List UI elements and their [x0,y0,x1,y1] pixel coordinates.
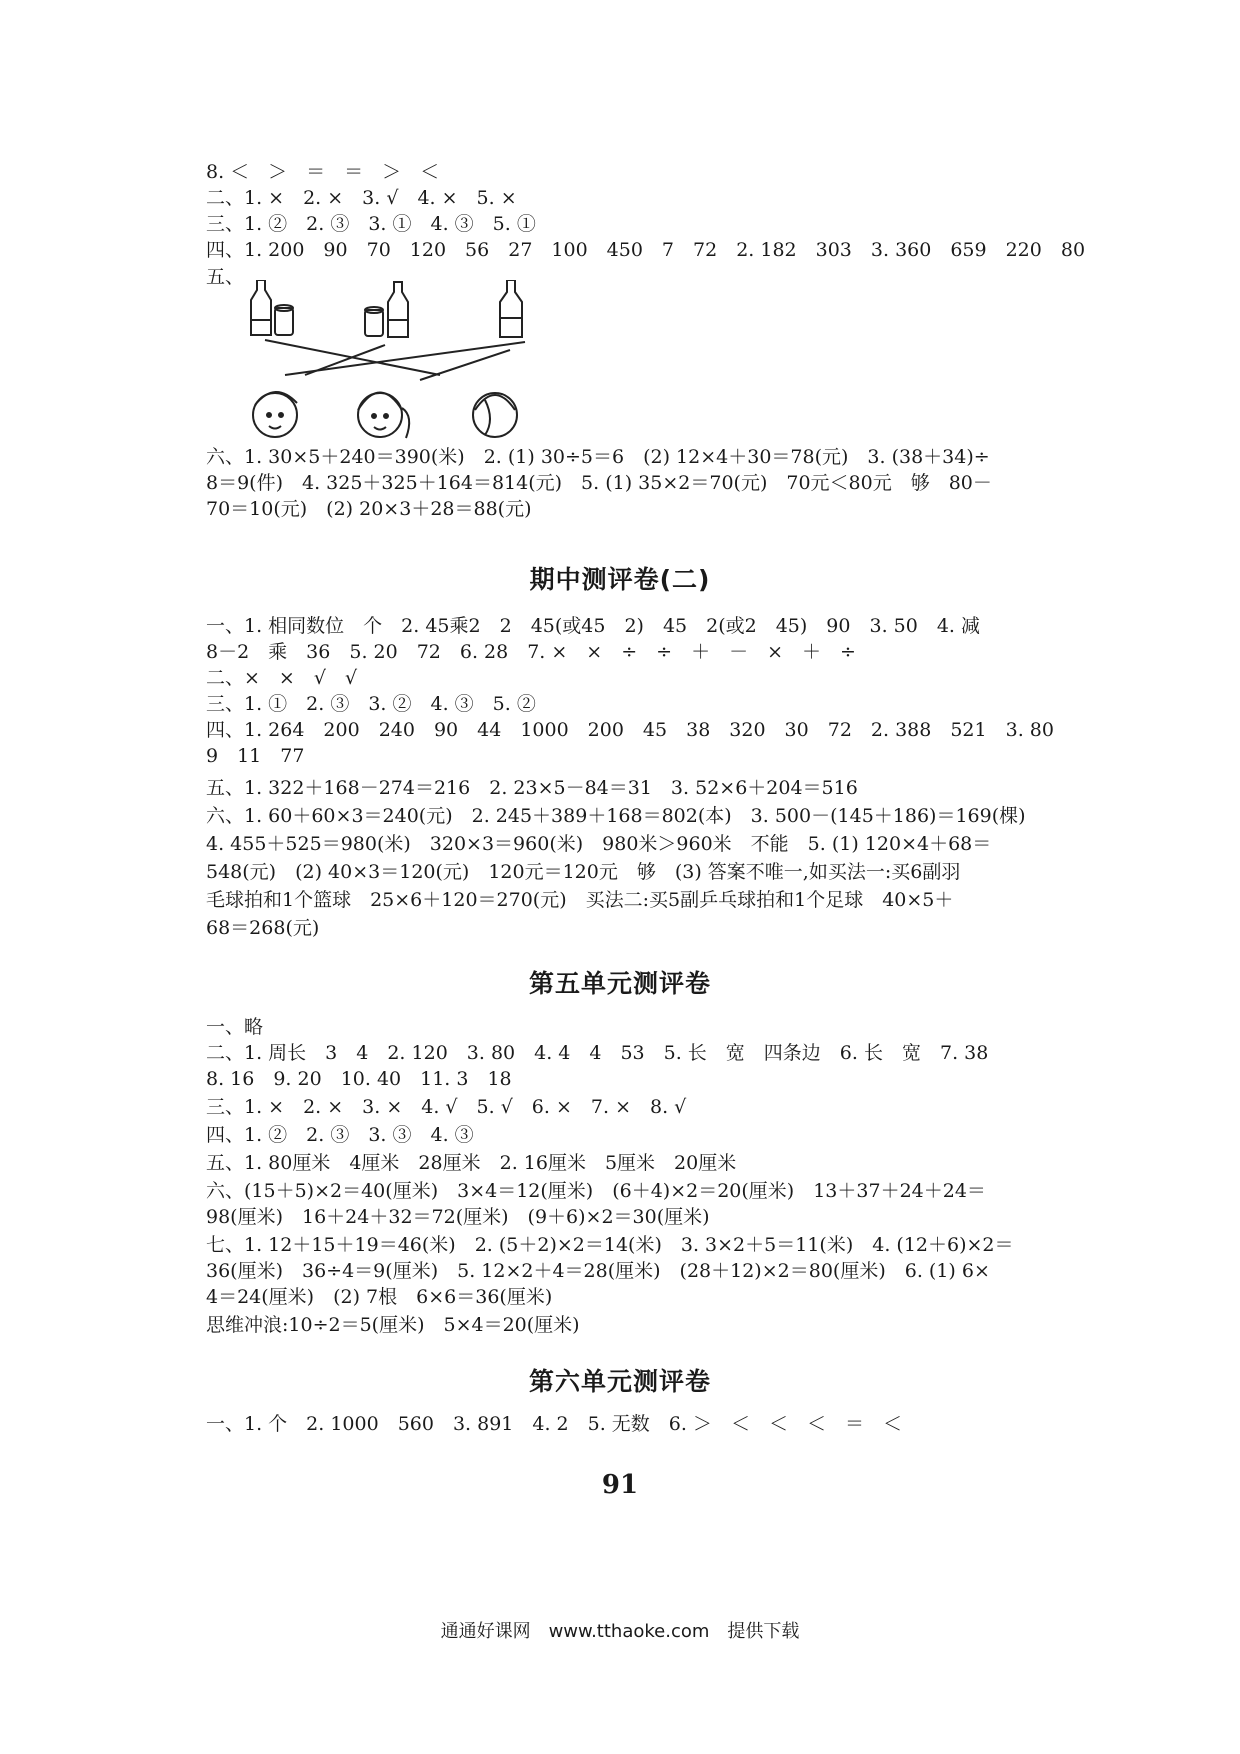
answer-line: 四、1. 264 200 240 90 44 1000 200 45 38 320 30 72 2. 388 521 3. 80 [206,719,1054,741]
answer-line: 一、1. 个 2. 1000 560 3. 891 4. 2 5. 无数 6. ＞ ＜ ＜ ＜ ＝ ＜ [206,1413,902,1435]
answer-line: 六、(15＋5)×2＝40(厘米) 3×4＝12(厘米) (6＋4)×2＝20(厘米) 13＋37＋24＋24＝ [206,1180,986,1202]
answer-line: 三、1. ② 2. ③ 3. ① 4. ③ 5. ① [206,213,536,235]
answer-line: 三、1. × 2. × 3. × 4. √ 5. √ 6. × 7. × 8. √ [206,1096,687,1118]
answer-line: 70＝10(元) (2) 20×3＋28＝88(元) [206,498,532,520]
answer-line: 36(厘米) 36÷4＝9(厘米) 5. 12×2＋4＝28(厘米) (28＋12)×2＝80(厘米) 6. (1) 6× [206,1260,990,1282]
answer-line: 思维冲浪:10÷2＝5(厘米) 5×4＝20(厘米) [206,1314,580,1336]
section-title: 期中测评卷(二) [529,565,711,594]
answer-line: 8－2 乘 36 5. 20 72 6. 28 7. × × ÷ ÷ ＋ － × ＋ ÷ [206,641,856,663]
answer-line: 六、1. 30×5＋240＝390(米) 2. (1) 30÷5＝6 (2) 12×4＋30＝78(元) 3. (38＋34)÷ [206,446,990,468]
bottle-cup-group-1 [251,280,293,335]
answer-line: 三、1. ① 2. ③ 3. ② 4. ③ 5. ② [206,693,536,715]
answer-line: 68＝268(元) [206,917,320,939]
child-boy [253,392,297,437]
answer-line: 四、1. 200 90 70 120 56 27 100 450 7 72 2. 182 303 3. 360 659 220 80 [206,239,1086,261]
page-number: 91 [601,1470,639,1500]
answer-line: 七、1. 12＋15＋19＝46(米) 2. (5＋2)×2＝14(米) 3. 3×2＋5＝11(米) 4. (12＋6)×2＝ [206,1234,1014,1256]
section-title: 第五单元测评卷 [528,969,711,998]
answer-line: 二、1. 周长 3 4 2. 120 3. 80 4. 4 4 53 5. 长 宽 四条边 6. 长 宽 7. 38 [206,1042,989,1064]
answer-line: 548(元) (2) 40×3＝120(元) 120元＝120元 够 (3) 答案不唯一,如买法一:买6副羽 [206,861,961,883]
answer-line: 8. 16 9. 20 10. 40 11. 3 18 [206,1068,512,1090]
download-footer: 通通好课网 www.tthaoke.com 提供下载 [440,1621,800,1642]
answer-line: 8＝9(件) 4. 325＋325＋164＝814(元) 5. (1) 35×2＝70(元) 70元＜80元 够 80－ [206,472,992,494]
answer-line: 9 11 77 [206,745,305,767]
answer-line: 毛球拍和1个篮球 25×6＋120＝270(元) 买法二:买5副乒乓球拍和1个足球 40×5＋ [206,889,954,911]
bottle-group-3 [500,280,522,337]
answer-line: 五、1. 80厘米 4厘米 28厘米 2. 16厘米 5厘米 20厘米 [206,1152,737,1174]
answer-line: 五、 [206,266,245,288]
answer-line: 4. 455＋525＝980(米) 320×3＝960(米) 980米＞960米 不能 5. (1) 120×4＋68＝ [206,833,992,855]
answer-line: 一、1. 相同数位 个 2. 45乘2 2 45(或45 2) 45 2(或2 45) 90 3. 50 4. 减 [206,615,981,637]
answer-line: 六、1. 60＋60×3＝240(元) 2. 245＋389＋168＝802(本) 3. 500－(145＋186)＝169(棵) [206,805,1026,827]
answer-line: 一、略 [206,1016,264,1038]
section-title: 第六单元测评卷 [528,1367,711,1396]
answer-line: 五、1. 322＋168－274＝216 2. 23×5－84＝31 3. 52×6＋204＝516 [206,777,858,799]
answer-line: 二、× × √ √ [206,667,358,689]
child-girl [358,393,409,439]
answer-line: 四、1. ② 2. ③ 3. ③ 4. ③ [206,1124,474,1146]
answer-line: 二、1. × 2. × 3. √ 4. × 5. × [206,187,517,209]
answer-line: 8. ＜ ＞ ＝ ＝ ＞ ＜ [206,161,440,183]
answer-line: 98(厘米) 16＋24＋32＝72(厘米) (9＋6)×2＝30(厘米) [206,1206,710,1228]
matching-illustration [245,280,545,445]
answer-line: 4＝24(厘米) (2) 7根 6×6＝36(厘米) [206,1286,553,1308]
bottle-cup-group-2 [365,282,408,337]
child-back [473,393,517,437]
